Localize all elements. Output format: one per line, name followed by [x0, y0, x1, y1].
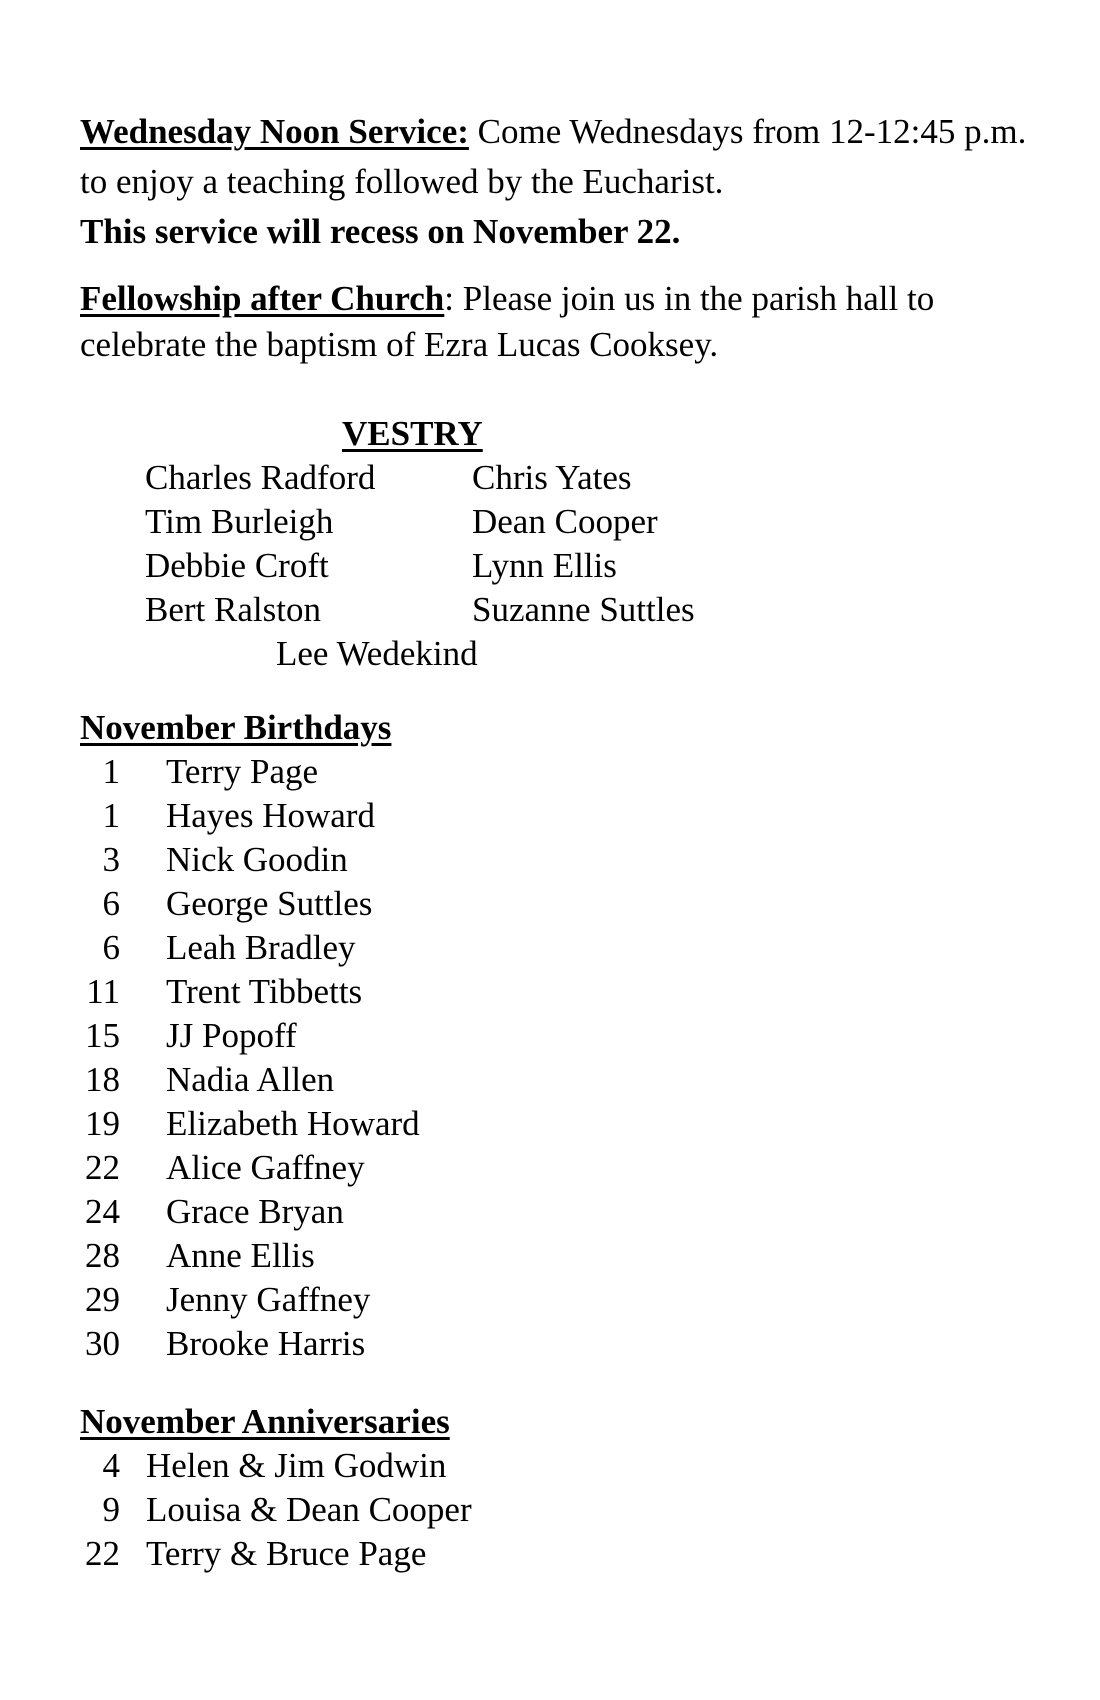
vestry-member: Lynn Ellis [472, 546, 617, 585]
birthday-name: Nick Goodin [166, 840, 348, 879]
birthday-name: JJ Popoff [166, 1016, 297, 1055]
birthday-name: Hayes Howard [166, 796, 375, 835]
vestry-member-center: Lee Wedekind [276, 634, 478, 673]
birthday-name: Terry Page [166, 752, 319, 791]
birthday-day: 18 [85, 1060, 120, 1099]
birthday-name: Grace Bryan [166, 1192, 344, 1231]
vestry-member: Charles Radford [145, 458, 376, 497]
birthday-day: 3 [102, 840, 120, 879]
anniversary-day: 4 [102, 1446, 120, 1485]
anniversary-day: 9 [102, 1490, 120, 1529]
fellowship-text: : Please join us in the parish hall to celebrate the baptism of Ezra Lucas Cooksey. [80, 279, 935, 364]
vestry-member: Debbie Croft [145, 546, 329, 585]
birthday-day: 1 [102, 752, 120, 791]
birthday-day: 22 [85, 1148, 120, 1187]
anniversaries-heading: November Anniversaries [80, 1402, 450, 1441]
birthday-day: 15 [85, 1016, 120, 1055]
birthday-name: Leah Bradley [166, 928, 356, 967]
birthday-name: Anne Ellis [166, 1236, 315, 1275]
anniversary-day: 22 [85, 1534, 120, 1573]
fellowship-paragraph [80, 276, 1040, 368]
birthdays-heading: November Birthdays [80, 708, 392, 747]
birthday-day: 29 [85, 1280, 120, 1319]
wednesday-service-paragraph [80, 107, 1040, 257]
wednesday-service-text: Come Wednesdays from 12-12:45 p.m. to enjoy a teaching followed by the Eucharist. [80, 112, 1027, 201]
birthday-day: 11 [86, 972, 120, 1011]
birthday-day: 30 [85, 1324, 120, 1363]
birthday-name: Nadia Allen [166, 1060, 335, 1099]
birthday-day: 19 [85, 1104, 120, 1143]
vestry-member: Tim Burleigh [145, 502, 334, 541]
anniversary-name: Terry & Bruce Page [146, 1534, 427, 1573]
birthday-day: 24 [85, 1192, 120, 1231]
birthday-name: Elizabeth Howard [166, 1104, 420, 1143]
birthday-day: 6 [102, 928, 120, 967]
birthday-name: George Suttles [166, 884, 373, 923]
vestry-member: Chris Yates [472, 458, 632, 497]
birthday-name: Brooke Harris [166, 1324, 366, 1363]
anniversary-name: Helen & Jim Godwin [146, 1446, 447, 1485]
vestry-member: Dean Cooper [472, 502, 658, 541]
wednesday-service-label: Wednesday Noon Service: [80, 112, 469, 151]
birthday-name: Jenny Gaffney [166, 1280, 371, 1319]
wednesday-service-note: This service will recess on November 22. [80, 212, 681, 251]
anniversary-name: Louisa & Dean Cooper [146, 1490, 472, 1529]
vestry-heading: VESTRY [342, 414, 483, 453]
birthday-day: 1 [102, 796, 120, 835]
birthday-day: 28 [85, 1236, 120, 1275]
fellowship-label: Fellowship after Church [80, 279, 445, 318]
birthday-name: Trent Tibbetts [166, 972, 363, 1011]
birthday-day: 6 [102, 884, 120, 923]
birthday-name: Alice Gaffney [166, 1148, 365, 1187]
vestry-member: Suzanne Suttles [472, 590, 695, 629]
vestry-member: Bert Ralston [145, 590, 321, 629]
